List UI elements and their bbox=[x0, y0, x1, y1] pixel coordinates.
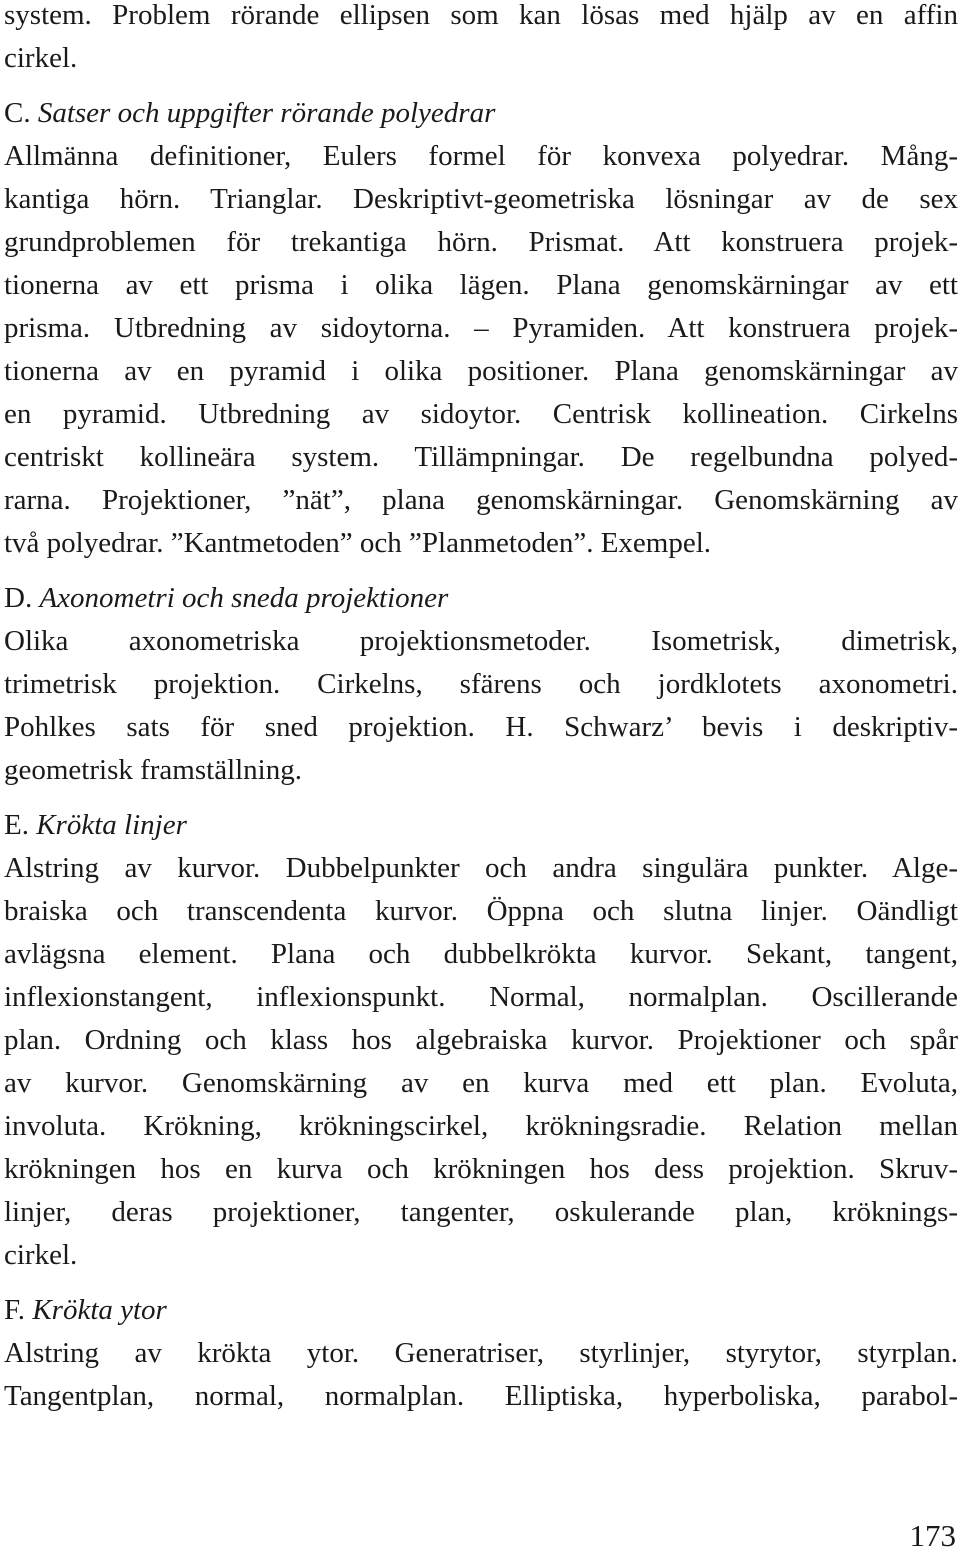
text-line: trimetrisk projektion. Cirkelns, sfärens och jordklotets axonometri. bbox=[4, 668, 958, 700]
text-line: krökningen hos en kurva och krökningen hos dess projektion. Skruv- bbox=[4, 1153, 958, 1185]
section-letter: C. bbox=[4, 97, 31, 129]
text-line: plan. Ordning och klass hos algebraiska kurvor. Projektioner och spår bbox=[4, 1024, 958, 1056]
section-heading-d bbox=[4, 577, 958, 620]
section-heading-e bbox=[4, 804, 958, 847]
section-title: Satser och uppgifter rörande polyedrar bbox=[37, 97, 496, 129]
text-line: Alstring av kurvor. Dubbelpunkter och andra singulära punkter. Alge- bbox=[4, 852, 958, 884]
section-title: Krökta linjer bbox=[36, 809, 187, 841]
text-line: kantiga hörn. Trianglar. Deskriptivt-geometriska lösningar av de sex bbox=[4, 183, 958, 215]
text-line: system. Problem rörande ellipsen som kan lösas med hjälp av en affin bbox=[4, 0, 958, 31]
text-line: avlägsna element. Plana och dubbelkrökta kurvor. Sekant, tangent, bbox=[4, 938, 958, 970]
text-line: av kurvor. Genomskärning av en kurva med ett plan. Evoluta, bbox=[4, 1067, 958, 1099]
section-heading-f bbox=[4, 1289, 958, 1332]
text-line: tionerna av en pyramid i olika positioner. Plana genomskärningar av bbox=[4, 355, 958, 387]
section-title: Axonometri och sneda projektioner bbox=[39, 582, 449, 614]
text-line: geometrisk framställning. bbox=[4, 754, 302, 786]
text-line: centriskt kollineära system. Tillämpningar. De regelbundna polyed- bbox=[4, 441, 958, 473]
text-line: involuta. Krökning, krökningscirkel, krökningsradie. Relation mellan bbox=[4, 1110, 958, 1142]
text-line: cirkel. bbox=[4, 42, 78, 74]
text-line: braiska och transcendenta kurvor. Öppna och slutna linjer. Oändligt bbox=[4, 895, 958, 927]
text-line: en pyramid. Utbredning av sidoytor. Centrisk kollineation. Cirkelns bbox=[4, 398, 958, 430]
text-line: Olika axonometriska projektionsmetoder. Isometrisk, dimetrisk, bbox=[4, 625, 958, 657]
text-line: inflexionstangent, inflexionspunkt. Normal, normalplan. Oscillerande bbox=[4, 981, 958, 1013]
text-line: Pohlkes sats för sned projektion. H. Schwarz’ bevis i deskriptiv- bbox=[4, 711, 958, 743]
text-line: tionerna av ett prisma i olika lägen. Plana genomskärningar av ett bbox=[4, 269, 958, 301]
text-line: två polyedrar. ”Kantmetoden” och ”Planmetoden”. Exempel. bbox=[4, 527, 712, 559]
text-line: prisma. Utbredning av sidoytorna. – Pyramiden. Att konstruera projek- bbox=[4, 312, 958, 344]
page-number: 173 bbox=[909, 1518, 956, 1553]
section-letter: E. bbox=[4, 809, 29, 841]
text-line: linjer, deras projektioner, tangenter, oskulerande plan, kröknings- bbox=[4, 1196, 958, 1228]
text-line: Allmänna definitioner, Eulers formel för konvexa polyedrar. Mång- bbox=[4, 140, 958, 172]
section-title: Krökta ytor bbox=[32, 1294, 167, 1326]
text-line: rarna. Projektioner, ”nät”, plana genomskärningar. Genomskärning av bbox=[4, 484, 958, 516]
section-letter: F. bbox=[4, 1294, 26, 1326]
text-line: grundproblemen för trekantiga hörn. Prismat. Att konstruera projek- bbox=[4, 226, 958, 258]
text-line: Alstring av krökta ytor. Generatriser, styrlinjer, styrytor, styrplan. bbox=[4, 1337, 958, 1369]
text-line: Tangentplan, normal, normalplan. Elliptiska, hyperboliska, parabol- bbox=[4, 1380, 958, 1412]
text-line: cirkel. bbox=[4, 1239, 78, 1271]
section-heading-c bbox=[4, 92, 958, 135]
section-letter: D. bbox=[4, 582, 33, 614]
